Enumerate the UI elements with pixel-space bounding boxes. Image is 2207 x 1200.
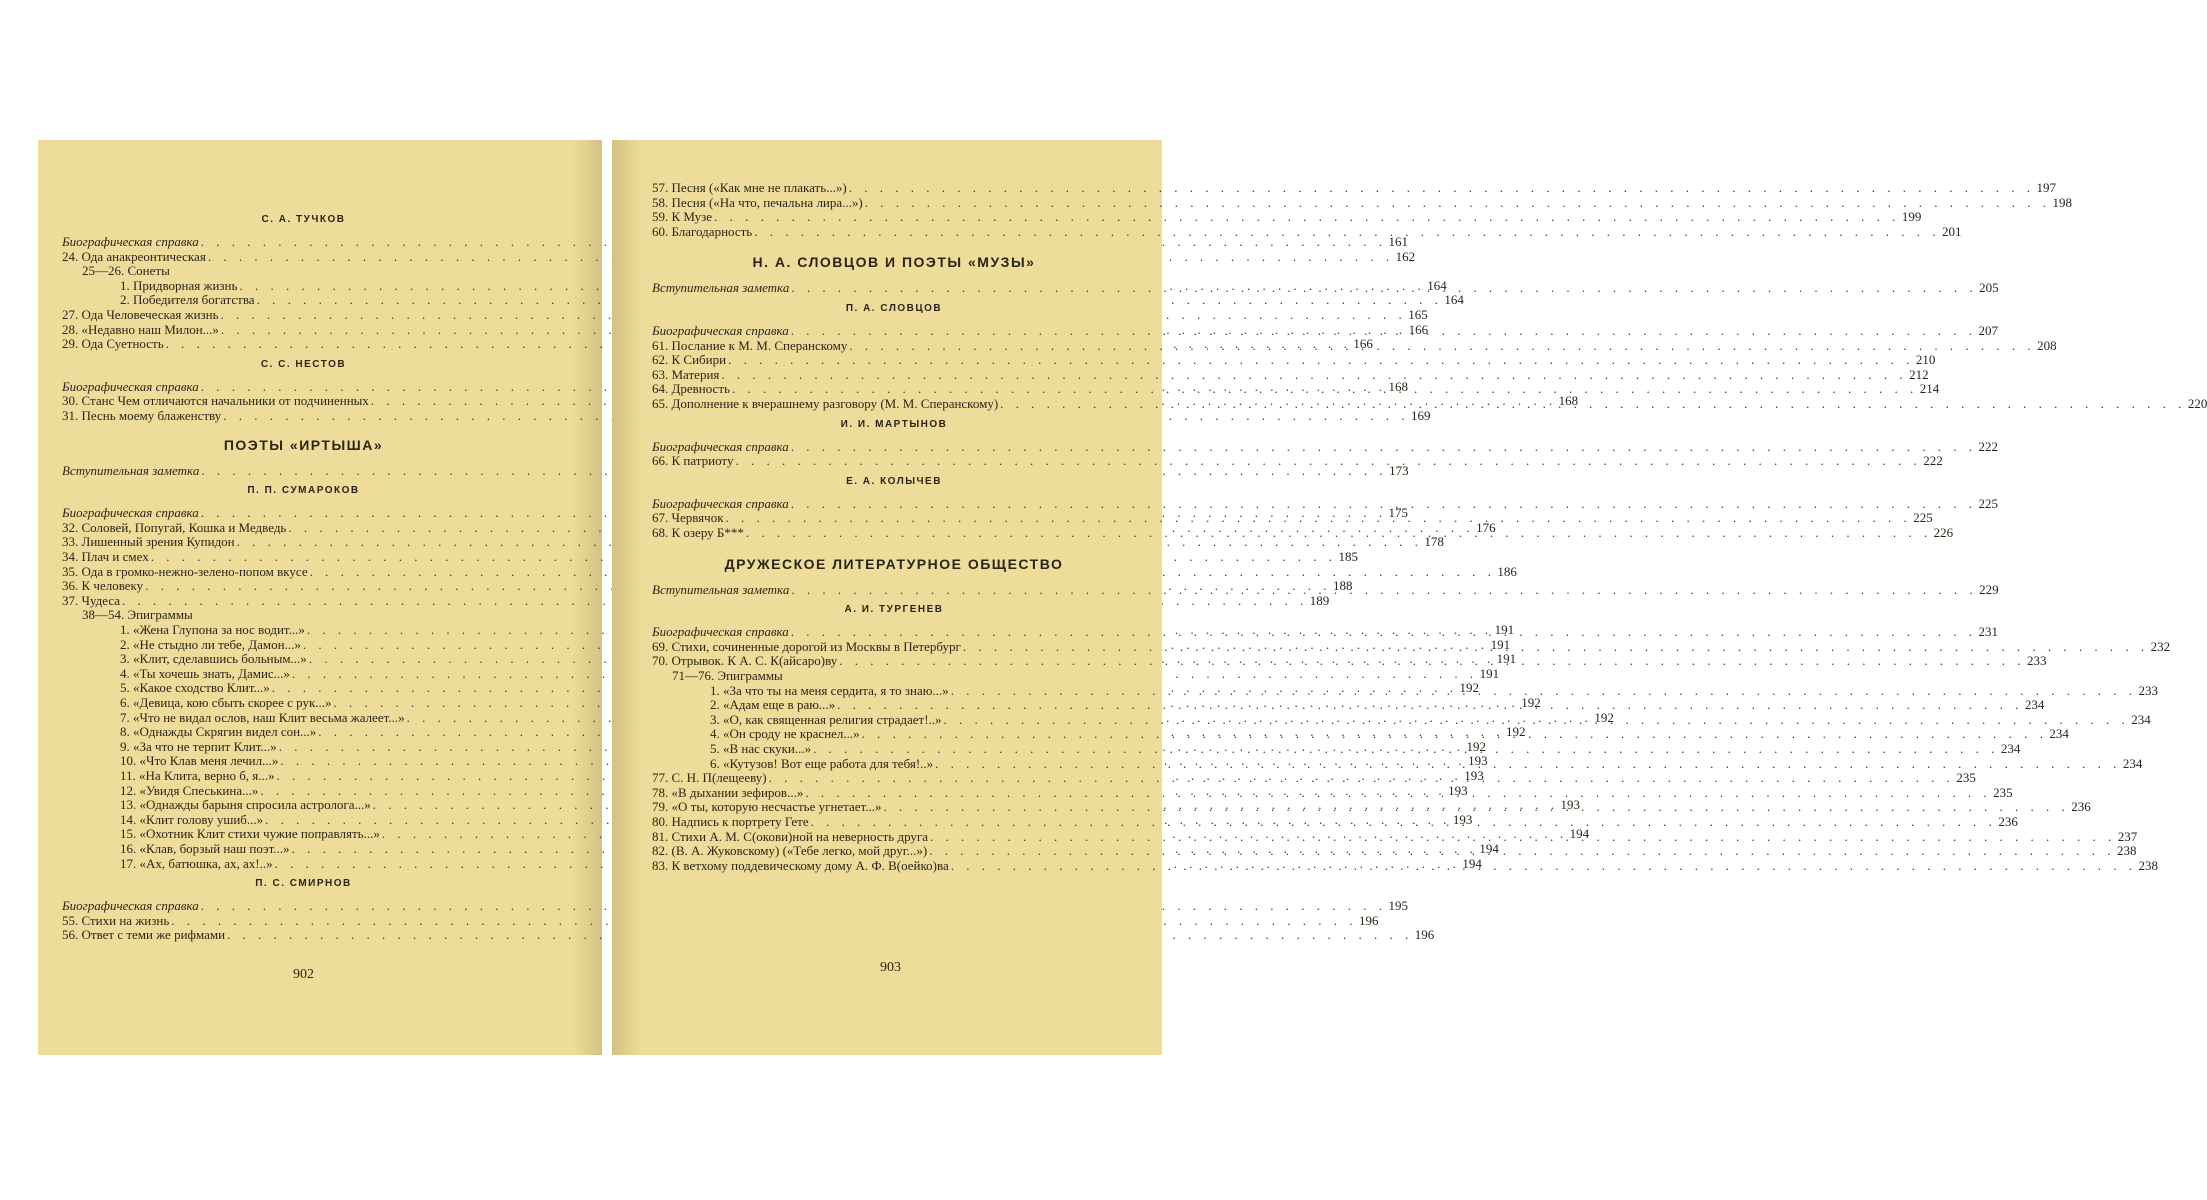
entry-title: Вступительная заметка <box>62 462 200 478</box>
entry-page-number: 193 <box>1468 753 1488 769</box>
entry-page-number: 225 <box>1913 510 1933 526</box>
entry-page-number: 222 <box>1923 453 1943 469</box>
toc-entry <box>120 292 1464 308</box>
dot-leader <box>732 378 1918 396</box>
dot-leader <box>714 209 1900 224</box>
entry-page-number: 166 <box>1408 321 1429 337</box>
dot-leader <box>1000 396 2186 411</box>
entry-page-number: 185 <box>1338 549 1358 564</box>
dot-leader <box>930 829 2116 844</box>
entry-page-number: 176 <box>1476 519 1496 535</box>
dot-leader <box>849 338 2035 353</box>
entry-title: Биографическая справка <box>62 378 199 394</box>
entry-page-number: 212 <box>1909 366 1929 382</box>
dot-leader <box>849 180 2035 195</box>
entry-title: 80. Надпись к портрету Гете <box>652 814 809 829</box>
toc-entry <box>652 438 1999 454</box>
entry-title: Биографическая справка <box>652 495 789 511</box>
toc-entry <box>62 898 1409 914</box>
entry-title: 3. «О, как священная религия страдает!..» <box>710 711 942 727</box>
dot-leader <box>791 496 1977 511</box>
entry-title: 58. Песня («На что, печальна лира...») <box>652 194 863 210</box>
group-label: 25—26. Сонеты <box>82 263 170 279</box>
author-heading: И. И. МАРТЫНОВ <box>840 418 948 430</box>
entry-page-number: 165 <box>1408 307 1428 322</box>
entry-title: 2. «Не стыдно ли тебе, Дамон...» <box>120 636 301 652</box>
group-label: 38—54. Эпиграммы <box>82 607 193 623</box>
toc-entry <box>62 234 1409 249</box>
entry-title: 10. «Что Клав меня лечил...» <box>120 753 279 769</box>
entry-title: 27. Ода Человеческая жизнь <box>62 307 219 322</box>
entry-page-number: 192 <box>1466 738 1486 754</box>
entry-title: Биографическая справка <box>652 624 789 640</box>
entry-title: Биографическая справка <box>62 234 199 249</box>
entry-title: 1. Придворная жизнь <box>120 277 238 293</box>
entry-title: 36. К человеку <box>62 578 144 594</box>
dot-leader <box>791 323 1977 338</box>
entry-title: Биографическая справка <box>62 898 199 914</box>
toc-entry <box>62 408 1431 423</box>
entry-page-number: 222 <box>1978 438 1999 454</box>
toc-entry <box>62 592 1330 608</box>
entry-page-number: 225 <box>1978 495 1999 511</box>
dot-leader <box>839 653 2025 668</box>
entry-title: 28. «Недавно наш Милон...» <box>62 321 219 337</box>
author-heading: С. А. ТУЧКОВ <box>261 214 346 225</box>
toc-entry <box>652 352 1936 368</box>
entry-title: 4. «Он сроду не краснел...» <box>710 726 860 742</box>
entry-page-number: 234 <box>2000 741 2021 756</box>
section-heading: ДРУЖЕСКОЕ ЛИТЕРАТУРНОЕ ОБЩЕСТВО <box>724 555 1064 572</box>
entry-title: 1. «Жена Глупона за нос водит...» <box>120 622 305 637</box>
entry-page-number: 192 <box>1459 680 1480 696</box>
entry-page-number: 238 <box>2138 857 2158 873</box>
entry-page-number: 188 <box>1332 578 1353 594</box>
entry-title: Биографическая справка <box>62 505 199 521</box>
entry-title: 81. Стихи А. М. С(окови)ной на неверность друга <box>652 828 929 844</box>
entry-page-number: 235 <box>1993 784 2013 800</box>
entry-page-number: 238 <box>2116 843 2137 859</box>
dot-leader <box>769 770 1955 785</box>
entry-page-number: 175 <box>1388 505 1409 521</box>
entry-page-number: 173 <box>1389 462 1409 478</box>
dot-leader <box>791 439 1977 454</box>
entry-page-number: 194 <box>1462 855 1482 871</box>
entry-title: Вступительная заметка <box>652 280 790 296</box>
toc-entry <box>652 453 1943 469</box>
toc-entry <box>652 366 1929 382</box>
entry-title: 8. «Однажды Скрягин видел сон...» <box>120 724 317 740</box>
author-heading: Е. А. КОЛЫЧЕВ <box>846 475 942 487</box>
entry-title: 33. Лишенный зрения Купидон <box>62 534 235 550</box>
entry-title: 2. «Адам еще в раю...» <box>710 697 836 713</box>
entry-title: 83. К ветхому поддевическому дому А. Ф. В(оейко)ва <box>652 857 949 873</box>
group-label: 71—76. Эпиграммы <box>672 668 783 683</box>
entry-page-number: 168 <box>1558 393 1579 409</box>
entry-page-number: 194 <box>1569 826 1590 842</box>
entry-page-number: 191 <box>1494 622 1515 637</box>
entry-title: Биографическая справка <box>652 438 789 454</box>
toc-entry <box>652 209 1922 225</box>
entry-title: 69. Стихи, сочиненные дорогой из Москвы в Петербург <box>652 638 961 654</box>
entry-page-number: 193 <box>1560 797 1581 813</box>
toc-entry <box>62 534 1444 550</box>
right-page-number: 903 <box>880 960 901 975</box>
entry-title: 6. «Девица, кою сбыть скорее с рук...» <box>120 695 332 710</box>
entry-title: 24. Ода анакреонтическая <box>62 248 206 264</box>
dot-leader <box>805 782 1991 800</box>
entry-title: 5. «В нас скуки...» <box>710 741 812 756</box>
author-heading: С. С. НЕСТОВ <box>260 358 347 370</box>
entry-page-number: 192 <box>1506 724 1526 740</box>
entry-page-number: 194 <box>1479 841 1499 856</box>
dot-leader <box>862 726 2048 741</box>
entry-page-number: 192 <box>1594 709 1614 725</box>
section-heading: Н. А. СЛОВЦОВ И ПОЭТЫ «МУЗЫ» <box>752 254 1036 271</box>
dot-leader <box>951 683 2137 698</box>
dot-leader <box>811 811 1997 829</box>
dot-leader <box>754 224 1940 239</box>
toc-entry <box>62 462 1409 478</box>
entry-title: 12. «Увидя Спеськина...» <box>120 782 259 798</box>
entry-page-number: 193 <box>1448 782 1468 798</box>
dot-leader <box>884 799 2070 814</box>
entry-title: 70. Отрывок. К А. С. К(айсаро)ву <box>652 653 838 669</box>
entry-page-number: 169 <box>1411 408 1431 423</box>
dot-leader <box>726 510 1912 525</box>
section-heading: ПОЭТЫ «ИРТЫША» <box>223 436 384 453</box>
entry-title: 15. «Охотник Клит стихи чужие поправлять...» <box>120 826 380 842</box>
entry-page-number: 234 <box>2131 711 2151 727</box>
entry-page-number: 234 <box>2024 697 2045 713</box>
dot-leader <box>721 367 1907 382</box>
dot-leader <box>791 277 1977 295</box>
dot-leader <box>735 453 1921 468</box>
entry-page-number: 214 <box>1919 381 1940 397</box>
entry-page-number: 231 <box>1978 624 1999 640</box>
entry-title: 5. «Какое сходство Клит...» <box>120 680 270 696</box>
entry-title: 13. «Однажды барыня спросила астролога...» <box>120 797 371 813</box>
entry-page-number: 234 <box>2122 755 2143 771</box>
entry-title: 9. «За что не терпит Клит...» <box>120 738 277 754</box>
entry-page-number: 237 <box>2117 828 2138 844</box>
entry-page-number: 196 <box>1359 912 1379 928</box>
entry-title: 64. Древность <box>652 381 730 397</box>
entry-title: 68. К озеру Б*** <box>652 525 744 540</box>
entry-page-number: 197 <box>2036 180 2056 195</box>
dot-leader <box>791 624 1977 639</box>
toc-entry <box>652 495 1999 511</box>
entry-page-number: 226 <box>1933 525 1954 540</box>
entry-page-number: 195 <box>1388 898 1409 914</box>
entry-page-number: 207 <box>1978 323 1999 338</box>
entry-title: 30. Станс Чем отличаются начальники от подчиненных <box>62 393 369 409</box>
dot-leader <box>944 709 2130 727</box>
toc-entry <box>652 194 2072 210</box>
entry-page-number: 166 <box>1353 336 1373 352</box>
entry-page-number: 233 <box>2138 682 2158 698</box>
entry-page-number: 191 <box>1479 665 1500 681</box>
entry-title: 59. К Музе <box>652 209 713 225</box>
entry-page-number: 189 <box>1309 592 1330 608</box>
entry-page-number: 236 <box>2071 799 2091 815</box>
toc-entry <box>652 180 2056 195</box>
entry-title: 16. «Клав, борзый наш поэт...» <box>120 841 290 856</box>
dot-leader <box>728 352 1914 367</box>
author-heading: А. И. ТУРГЕНЕВ <box>844 604 944 616</box>
toc-entry <box>652 223 1962 239</box>
entry-title: 4. «Ты хочешь знать, Дамис...» <box>120 665 290 681</box>
entry-page-number: 191 <box>1490 636 1511 652</box>
entry-page-number: 208 <box>2037 337 2057 353</box>
entry-title: 3. «Клит, сделавшись больным...» <box>120 651 307 667</box>
dot-leader <box>746 525 1932 540</box>
entry-title: 77. С. Н. П(лещееву) <box>652 770 767 786</box>
author-heading: П. С. СМИРНОВ <box>255 878 352 890</box>
entry-title: 78. «В дыхании зефиров...» <box>652 784 804 800</box>
entry-title: 37. Чудеса <box>62 592 121 608</box>
entry-page-number: 236 <box>1998 814 2018 829</box>
entry-title: Биографическая справка <box>652 323 789 338</box>
entry-title: 65. Дополнение к вчерашнему разговору (М. М. Сперанскому) <box>652 396 999 411</box>
entry-page-number: 168 <box>1388 378 1409 394</box>
entry-title: 2. Победителя богатства <box>120 292 255 308</box>
entry-page-number: 178 <box>1424 534 1444 550</box>
entry-title: 7. «Что не видал ослов, наш Клит весьма жалеет...» <box>120 709 405 725</box>
dot-leader <box>935 756 2121 771</box>
entry-title: 55. Стихи на жизнь <box>62 912 170 928</box>
entry-title: 61. Послание к М. М. Сперанскому <box>652 337 848 353</box>
entry-title: 29. Ода Суетность <box>62 336 164 352</box>
entry-title: 62. К Сибири <box>652 352 727 368</box>
entry-title: 14. «Клит голову ушиб...» <box>120 811 264 827</box>
entry-title: 31. Песнь моему блаженству <box>62 408 222 423</box>
entry-page-number: 164 <box>1444 292 1464 308</box>
entry-title: 63. Материя <box>652 366 720 382</box>
entry-page-number: 191 <box>1496 651 1517 667</box>
entry-page-number: 196 <box>1414 927 1435 943</box>
entry-page-number: 229 <box>1979 581 1999 597</box>
entry-page-number: 192 <box>1521 695 1541 710</box>
entry-title: 56. Ответ с теми же рифмами <box>62 927 226 943</box>
entry-page-number: 193 <box>1464 768 1484 783</box>
entry-title: 67. Червячок <box>652 510 724 526</box>
entry-page-number: 235 <box>1956 770 1976 786</box>
dot-leader <box>929 843 2115 858</box>
dot-leader <box>837 697 2023 712</box>
entry-page-number: 205 <box>1979 280 1999 296</box>
entry-page-number: 232 <box>2150 638 2171 654</box>
entry-title: 17. «Ах, батюшка, ах, ах!..» <box>120 855 273 871</box>
entry-page-number: 199 <box>1901 209 1922 225</box>
entry-page-number: 234 <box>2049 726 2069 742</box>
entry-page-number: 162 <box>1395 248 1416 264</box>
entry-title: 57. Песня («Как мне не плакать...») <box>652 180 847 195</box>
entry-title: 11. «На Клита, верно б, я...» <box>120 768 275 783</box>
dot-leader <box>813 738 1999 756</box>
entry-title: 32. Соловей, Попугай, Кошка и Медведь <box>62 519 287 535</box>
entry-page-number: 198 <box>2052 194 2072 210</box>
toc-entry <box>62 912 1379 928</box>
entry-title: 1. «За что ты на меня сердита, я то знаю...» <box>710 682 949 698</box>
author-heading: П. А. СЛОВЦОВ <box>845 303 943 314</box>
entry-title: 66. К патриоту <box>652 453 734 469</box>
entry-title: 60. Благодарность <box>652 223 753 239</box>
author-heading: П. П. СУМАРОКОВ <box>247 485 360 497</box>
entry-title: 35. Ода в громко-нежно-зелено-попом вкусе <box>62 563 308 579</box>
dot-leader <box>963 636 2149 654</box>
entry-page-number: 186 <box>1497 563 1517 579</box>
entry-title: 34. Плач и смех <box>62 549 149 564</box>
entry-page-number: 220 <box>2187 396 2207 411</box>
dot-leader <box>791 582 1977 597</box>
entry-page-number: 201 <box>1941 223 1962 239</box>
dot-leader <box>951 855 2137 873</box>
entry-page-number: 210 <box>1915 352 1936 368</box>
entry-title: Вступительная заметка <box>652 581 790 597</box>
entry-page-number: 233 <box>2027 653 2047 669</box>
entry-title: 82. (В. А. Жуковскому) («Тебе легко, мой друг...») <box>652 843 928 859</box>
dot-leader <box>865 195 2051 210</box>
left-page-number: 902 <box>293 967 314 982</box>
entry-page-number: 164 <box>1427 277 1447 293</box>
entry-title: 6. «Кутузов! Вот еще работа для тебя!..» <box>710 755 934 771</box>
entry-page-number: 193 <box>1452 811 1473 827</box>
toc-entry <box>62 927 1435 943</box>
entry-page-number: 161 <box>1388 234 1409 249</box>
entry-title: 79. «О ты, которую несчастье угнетает...» <box>652 799 882 815</box>
